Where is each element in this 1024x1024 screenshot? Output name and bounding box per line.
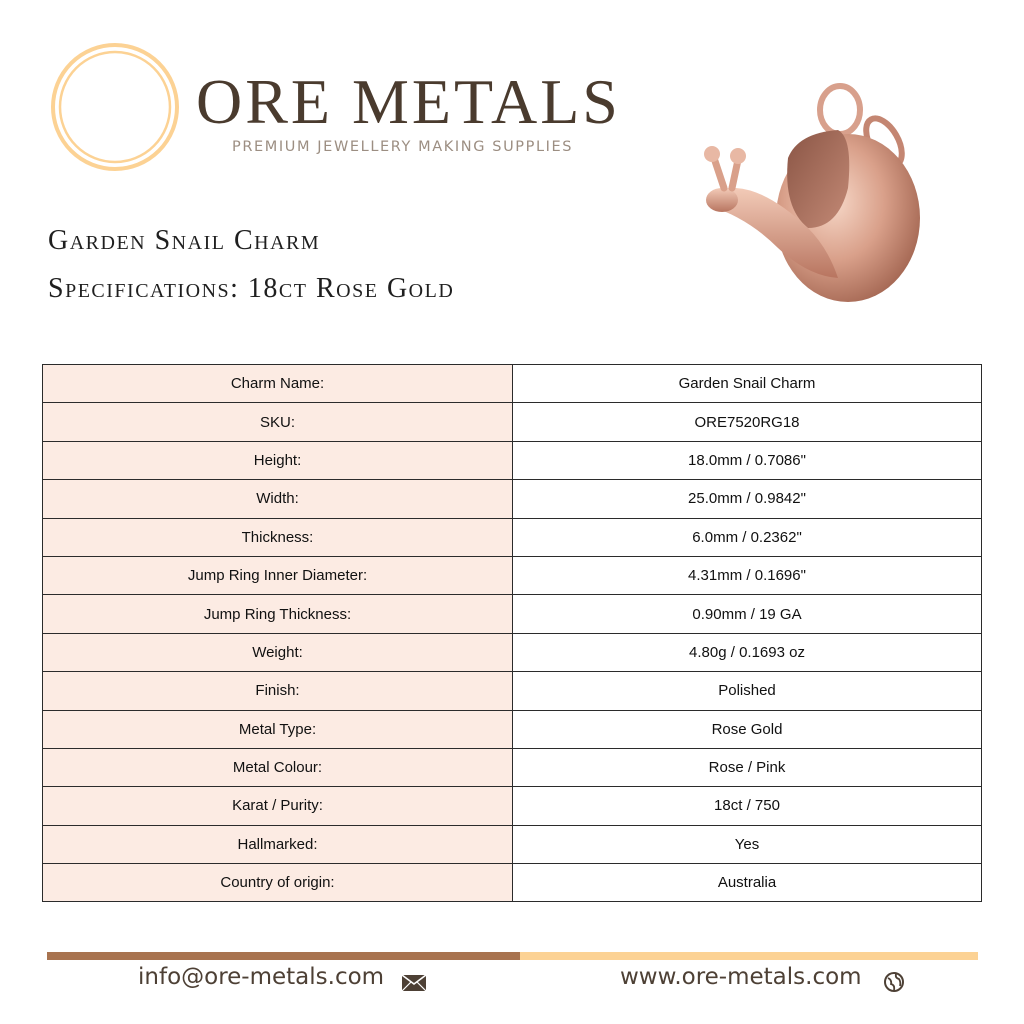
spec-label: Karat / Purity:: [43, 787, 513, 825]
spec-label: Charm Name:: [43, 365, 513, 403]
spec-value: 4.80g / 0.1693 oz: [513, 633, 982, 671]
spec-value: Garden Snail Charm: [513, 365, 982, 403]
spec-label: Metal Type:: [43, 710, 513, 748]
spec-value: 18ct / 750: [513, 787, 982, 825]
spec-label: Hallmarked:: [43, 825, 513, 863]
footer-email[interactable]: info@ore-metals.com: [138, 964, 385, 990]
spec-row: [43, 595, 982, 633]
spec-value: Rose Gold: [513, 710, 982, 748]
spec-label: Jump Ring Inner Diameter:: [43, 556, 513, 594]
product-specifications: Specifications: 18ct Rose Gold: [48, 273, 455, 304]
spec-value: 25.0mm / 0.9842": [513, 480, 982, 518]
spec-label: Width:: [43, 480, 513, 518]
snail-charm-image: [688, 78, 924, 308]
spec-label: Finish:: [43, 672, 513, 710]
spec-row: [43, 748, 982, 786]
spec-value: 6.0mm / 0.2362": [513, 518, 982, 556]
spec-label: Country of origin:: [43, 864, 513, 902]
spec-label: Weight:: [43, 633, 513, 671]
spec-value: Yes: [513, 825, 982, 863]
spec-row: [43, 518, 982, 556]
footer-bar-right: [520, 952, 978, 960]
spec-row: [43, 365, 982, 403]
spec-label: SKU:: [43, 403, 513, 441]
spec-label: Height:: [43, 441, 513, 479]
spec-row: [43, 480, 982, 518]
spec-value: Polished: [513, 672, 982, 710]
brand-name: ORE METALS: [196, 66, 621, 137]
spec-row: [43, 787, 982, 825]
spec-value: ORE7520RG18: [513, 403, 982, 441]
product-title: Garden Snail Charm: [48, 225, 321, 256]
spec-value: 4.31mm / 0.1696": [513, 556, 982, 594]
spec-row: [43, 825, 982, 863]
spec-value: 18.0mm / 0.7086": [513, 441, 982, 479]
spec-label: Thickness:: [43, 518, 513, 556]
spec-label: Jump Ring Thickness:: [43, 595, 513, 633]
brand-tagline: PREMIUM JEWELLERY MAKING SUPPLIES: [232, 139, 574, 155]
specifications-table: [42, 364, 982, 902]
spec-row: [43, 556, 982, 594]
spec-value: Rose / Pink: [513, 748, 982, 786]
spec-row: [43, 672, 982, 710]
spec-row: [43, 633, 982, 671]
footer-website[interactable]: www.ore-metals.com: [620, 964, 862, 990]
globe-icon: [883, 971, 905, 993]
spec-value: 0.90mm / 19 GA: [513, 595, 982, 633]
spec-value: Australia: [513, 864, 982, 902]
envelope-icon: [401, 974, 427, 992]
spec-row: [43, 710, 982, 748]
footer-bar-left: [47, 952, 520, 960]
spec-row: [43, 403, 982, 441]
spec-row: [43, 864, 982, 902]
logo-ring: [50, 42, 180, 172]
spec-label: Metal Colour:: [43, 748, 513, 786]
spec-row: [43, 441, 982, 479]
